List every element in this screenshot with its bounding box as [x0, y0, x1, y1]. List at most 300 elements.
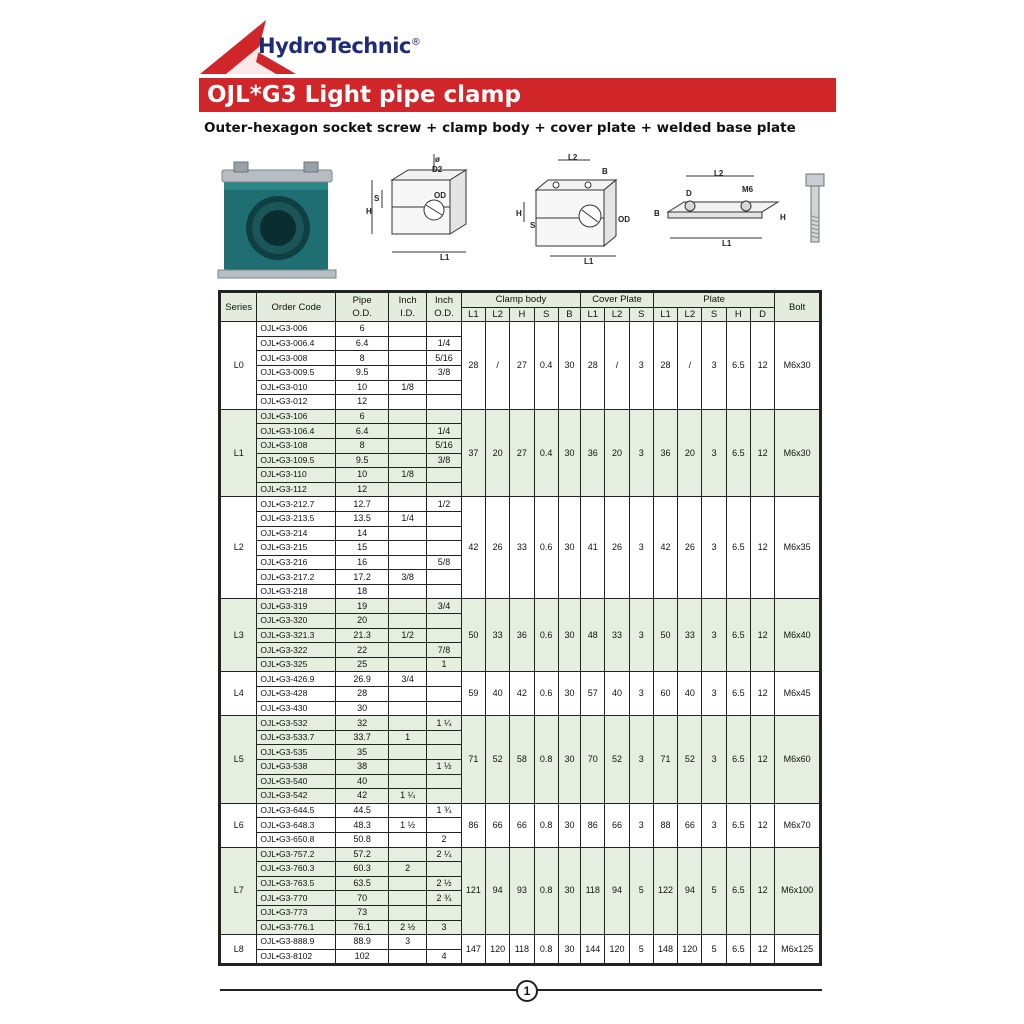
- inch-od-cell: [427, 526, 461, 541]
- cover-dim-cell: 57: [581, 672, 605, 716]
- col-cover-l1: L1: [581, 307, 605, 322]
- bolt-cell: M6x60: [775, 716, 820, 804]
- title-banner: [199, 78, 836, 112]
- plate-dim-cell: 40: [678, 672, 702, 716]
- clamp-dim-cell: 33: [486, 599, 510, 672]
- order-code-cell: OJL•G3-428: [257, 687, 336, 702]
- inch-id-cell: [388, 395, 426, 410]
- inch-id-cell: [388, 526, 426, 541]
- clamp-dim-cell: 50: [461, 599, 485, 672]
- inch-od-cell: 3: [427, 920, 461, 935]
- plate-dim-cell: 6.5: [726, 497, 750, 599]
- cover-dim-cell: 120: [605, 935, 629, 964]
- cover-dim-cell: 3: [629, 716, 653, 804]
- inch-id-cell: [388, 774, 426, 789]
- series-cell: L4: [221, 672, 257, 716]
- pipe-od-cell: 20: [336, 614, 389, 629]
- clamp-dim-cell: 58: [510, 716, 534, 804]
- order-code-cell: OJL•G3-321.3: [257, 628, 336, 643]
- plate-dim-cell: 6.5: [726, 716, 750, 804]
- table-row: [221, 803, 820, 818]
- cover-dim-cell: 26: [605, 497, 629, 599]
- inch-od-cell: 5/16: [427, 351, 461, 366]
- inch-od-cell: 3/4: [427, 599, 461, 614]
- order-code-cell: OJL•G3-112: [257, 482, 336, 497]
- col-series: Series: [221, 293, 257, 322]
- series-group-l7: [221, 847, 820, 935]
- pipe-od-cell: 73: [336, 905, 389, 920]
- plate-dim-cell: 52: [678, 716, 702, 804]
- inch-od-cell: 1/2: [427, 497, 461, 512]
- inch-id-cell: 1/4: [388, 511, 426, 526]
- svg-text:ø: ø: [435, 155, 440, 164]
- pipe-od-cell: 26.9: [336, 672, 389, 687]
- plate-dim-cell: 6.5: [726, 672, 750, 716]
- clamp-dim-cell: 118: [510, 935, 534, 964]
- col-inch-od: Inch O.D.: [427, 293, 461, 322]
- clamp-dim-cell: 33: [510, 497, 534, 599]
- inch-od-cell: [427, 409, 461, 424]
- brand-logo: [196, 16, 456, 76]
- inch-od-cell: [427, 380, 461, 395]
- order-code-cell: OJL•G3-106: [257, 409, 336, 424]
- clamp-dim-cell: 71: [461, 716, 485, 804]
- order-code-cell: OJL•G3-535: [257, 745, 336, 760]
- order-code-cell: OJL•G3-008: [257, 351, 336, 366]
- order-code-cell: OJL•G3-212.7: [257, 497, 336, 512]
- clamp-dim-cell: 66: [510, 803, 534, 847]
- col-clamp-b: B: [558, 307, 580, 322]
- clamp-dim-cell: 28: [461, 322, 485, 410]
- brand-name: HydroTechnic®: [258, 34, 421, 58]
- clamp-dim-cell: 30: [558, 497, 580, 599]
- pipe-od-cell: 18: [336, 584, 389, 599]
- plate-dim-cell: 3: [702, 599, 726, 672]
- pipe-od-cell: 42: [336, 789, 389, 804]
- cover-dim-cell: 86: [581, 803, 605, 847]
- pipe-od-cell: 63.5: [336, 876, 389, 891]
- inch-id-cell: 1 ½: [388, 818, 426, 833]
- pipe-od-cell: 12.7: [336, 497, 389, 512]
- inch-od-cell: [427, 570, 461, 585]
- plate-dim-cell: 12: [750, 409, 774, 497]
- plate-dim-cell: 42: [653, 497, 677, 599]
- clamp-dim-cell: 27: [510, 322, 534, 410]
- clamp-dim-cell: 0.8: [534, 803, 558, 847]
- svg-text:S: S: [374, 194, 380, 203]
- inch-id-cell: [388, 584, 426, 599]
- plate-dim-cell: 71: [653, 716, 677, 804]
- order-code-cell: OJL•G3-542: [257, 789, 336, 804]
- pipe-od-cell: 30: [336, 701, 389, 716]
- cover-dim-cell: /: [605, 322, 629, 410]
- series-group-l1: [221, 409, 820, 497]
- col-cover-l2: L2: [605, 307, 629, 322]
- series-group-l6: [221, 803, 820, 847]
- pipe-od-cell: 9.5: [336, 365, 389, 380]
- clamp-dim-cell: 30: [558, 409, 580, 497]
- order-code-cell: OJL•G3-888.9: [257, 935, 336, 950]
- col-plate: Plate: [653, 293, 774, 308]
- pipe-od-cell: 48.3: [336, 818, 389, 833]
- table-row: [221, 409, 820, 424]
- inch-id-cell: [388, 847, 426, 862]
- inch-od-cell: [427, 468, 461, 483]
- inch-id-cell: [388, 905, 426, 920]
- inch-od-cell: 2 ¾: [427, 891, 461, 906]
- inch-id-cell: [388, 716, 426, 731]
- series-cell: L8: [221, 935, 257, 964]
- clamp-dim-cell: 40: [486, 672, 510, 716]
- series-group-l5: [221, 716, 820, 804]
- svg-text:L1: L1: [722, 239, 732, 248]
- svg-text:B: B: [602, 167, 608, 176]
- inch-id-cell: [388, 482, 426, 497]
- inch-id-cell: 1/8: [388, 380, 426, 395]
- bolt-cell: M6x35: [775, 497, 820, 599]
- col-bolt: Bolt: [775, 293, 820, 322]
- base-plate-drawing: [650, 166, 790, 255]
- clamp-dim-cell: 94: [486, 847, 510, 935]
- cover-dim-cell: 52: [605, 716, 629, 804]
- svg-text:L2: L2: [568, 153, 578, 162]
- plate-dim-cell: 36: [653, 409, 677, 497]
- order-code-cell: OJL•G3-110: [257, 468, 336, 483]
- inch-id-cell: [388, 891, 426, 906]
- table-row: [221, 716, 820, 731]
- order-code-cell: OJL•G3-012: [257, 395, 336, 410]
- order-code-cell: OJL•G3-109.5: [257, 453, 336, 468]
- inch-od-cell: 1/4: [427, 336, 461, 351]
- inch-id-cell: [388, 351, 426, 366]
- pipe-od-cell: 44.5: [336, 803, 389, 818]
- cover-dim-cell: 5: [629, 847, 653, 935]
- clamp-dim-cell: 0.6: [534, 672, 558, 716]
- inch-od-cell: 1: [427, 657, 461, 672]
- plate-dim-cell: 12: [750, 672, 774, 716]
- series-group-l8: [221, 935, 820, 964]
- plate-dim-cell: 66: [678, 803, 702, 847]
- inch-od-cell: [427, 614, 461, 629]
- inch-id-cell: [388, 687, 426, 702]
- inch-id-cell: [388, 453, 426, 468]
- pipe-od-cell: 8: [336, 351, 389, 366]
- col-plate-l2: L2: [678, 307, 702, 322]
- inch-id-cell: [388, 832, 426, 847]
- pipe-od-cell: 15: [336, 541, 389, 556]
- clamp-dim-cell: 0.8: [534, 847, 558, 935]
- order-code-cell: OJL•G3-322: [257, 643, 336, 658]
- order-code-cell: OJL•G3-006.4: [257, 336, 336, 351]
- cover-dim-cell: 3: [629, 599, 653, 672]
- clamp-dim-cell: 0.8: [534, 716, 558, 804]
- order-code-cell: OJL•G3-106.4: [257, 424, 336, 439]
- clamp-dim-cell: 36: [510, 599, 534, 672]
- col-clamp-s: S: [534, 307, 558, 322]
- inch-id-cell: [388, 876, 426, 891]
- inch-id-cell: 2: [388, 862, 426, 877]
- pipe-od-cell: 57.2: [336, 847, 389, 862]
- inch-id-cell: 3/4: [388, 672, 426, 687]
- plate-dim-cell: 5: [702, 847, 726, 935]
- inch-id-cell: 2 ½: [388, 920, 426, 935]
- series-group-l3: [221, 599, 820, 672]
- clamp-dim-cell: 30: [558, 803, 580, 847]
- inch-od-cell: [427, 935, 461, 950]
- plate-dim-cell: 26: [678, 497, 702, 599]
- inch-id-cell: 1 ¼: [388, 789, 426, 804]
- order-code-cell: OJL•G3-770: [257, 891, 336, 906]
- plate-dim-cell: 12: [750, 497, 774, 599]
- bolt-cell: M6x100: [775, 847, 820, 935]
- order-code-cell: OJL•G3-215: [257, 541, 336, 556]
- clamp-dim-cell: 30: [558, 599, 580, 672]
- pipe-od-cell: 25: [336, 657, 389, 672]
- inch-od-cell: [427, 511, 461, 526]
- pipe-od-cell: 14: [336, 526, 389, 541]
- clamp-dimension-drawing: [362, 152, 484, 269]
- pipe-od-cell: 35: [336, 745, 389, 760]
- series-cell: L1: [221, 409, 257, 497]
- plate-dim-cell: 6.5: [726, 847, 750, 935]
- order-code-cell: OJL•G3-773: [257, 905, 336, 920]
- order-code-cell: OJL•G3-760.3: [257, 862, 336, 877]
- series-group-l2: [221, 497, 820, 599]
- product-photo: [216, 158, 338, 280]
- plate-dim-cell: 12: [750, 599, 774, 672]
- inch-od-cell: [427, 730, 461, 745]
- order-code-cell: OJL•G3-006: [257, 322, 336, 337]
- order-code-cell: OJL•G3-648.3: [257, 818, 336, 833]
- order-code-cell: OJL•G3-213.5: [257, 511, 336, 526]
- plate-dim-cell: 12: [750, 322, 774, 410]
- plate-dim-cell: /: [678, 322, 702, 410]
- inch-od-cell: [427, 672, 461, 687]
- plate-dim-cell: 122: [653, 847, 677, 935]
- cover-dim-cell: 5: [629, 935, 653, 964]
- svg-text:L2: L2: [714, 169, 724, 178]
- pipe-od-cell: 9.5: [336, 453, 389, 468]
- bolt-cell: M6x125: [775, 935, 820, 964]
- bolt-cell: M6x30: [775, 322, 820, 410]
- bolt-cell: M6x45: [775, 672, 820, 716]
- plate-dim-cell: 88: [653, 803, 677, 847]
- series-cell: L0: [221, 322, 257, 410]
- col-clamp-body: Clamp body: [461, 293, 580, 308]
- col-clamp-h: H: [510, 307, 534, 322]
- inch-od-cell: 1/4: [427, 424, 461, 439]
- inch-id-cell: [388, 322, 426, 337]
- inch-od-cell: [427, 395, 461, 410]
- order-code-cell: OJL•G3-325: [257, 657, 336, 672]
- inch-od-cell: 7/8: [427, 643, 461, 658]
- order-code-cell: OJL•G3-532: [257, 716, 336, 731]
- plate-dim-cell: 3: [702, 497, 726, 599]
- col-plate-h: H: [726, 307, 750, 322]
- inch-od-cell: [427, 905, 461, 920]
- clamp-dim-cell: 42: [461, 497, 485, 599]
- inch-od-cell: 3/8: [427, 365, 461, 380]
- pipe-od-cell: 102: [336, 949, 389, 964]
- plate-dim-cell: 12: [750, 716, 774, 804]
- svg-text:B: B: [654, 209, 660, 218]
- clamp-dim-cell: 0.8: [534, 935, 558, 964]
- inch-id-cell: [388, 949, 426, 964]
- inch-id-cell: 1/2: [388, 628, 426, 643]
- inch-id-cell: [388, 438, 426, 453]
- inch-od-cell: [427, 482, 461, 497]
- order-code-cell: OJL•G3-644.5: [257, 803, 336, 818]
- svg-text:L1: L1: [440, 253, 450, 262]
- cover-dim-cell: 3: [629, 497, 653, 599]
- plate-dim-cell: 6.5: [726, 803, 750, 847]
- svg-text:H: H: [516, 209, 522, 218]
- inch-od-cell: [427, 541, 461, 556]
- clamp-dim-cell: 86: [461, 803, 485, 847]
- clamp-dim-cell: /: [486, 322, 510, 410]
- table-row: [221, 935, 820, 950]
- cover-dim-cell: 70: [581, 716, 605, 804]
- clamp-dim-cell: 0.6: [534, 497, 558, 599]
- order-code-cell: OJL•G3-757.2: [257, 847, 336, 862]
- clamp-dim-cell: 59: [461, 672, 485, 716]
- svg-text:M6: M6: [742, 185, 754, 194]
- inch-id-cell: [388, 643, 426, 658]
- series-cell: L5: [221, 716, 257, 804]
- clamp-dim-cell: 27: [510, 409, 534, 497]
- pipe-od-cell: 28: [336, 687, 389, 702]
- pipe-od-cell: 12: [336, 395, 389, 410]
- plate-dim-cell: 3: [702, 803, 726, 847]
- pipe-od-cell: 50.8: [336, 832, 389, 847]
- order-code-cell: OJL•G3-8102: [257, 949, 336, 964]
- page-number: 1: [516, 980, 538, 1002]
- clamp-dim-cell: 30: [558, 672, 580, 716]
- col-plate-d: D: [750, 307, 774, 322]
- pipe-od-cell: 17.2: [336, 570, 389, 585]
- order-code-cell: OJL•G3-217.2: [257, 570, 336, 585]
- inch-od-cell: 2 ½: [427, 876, 461, 891]
- series-group-l0: [221, 322, 820, 410]
- table-row: [221, 847, 820, 862]
- pipe-od-cell: 6.4: [336, 424, 389, 439]
- inch-id-cell: [388, 336, 426, 351]
- pipe-od-cell: 6: [336, 409, 389, 424]
- cover-dim-cell: 33: [605, 599, 629, 672]
- plate-dim-cell: 12: [750, 935, 774, 964]
- inch-od-cell: [427, 322, 461, 337]
- inch-od-cell: 5/8: [427, 555, 461, 570]
- svg-text:L1: L1: [584, 257, 594, 266]
- plate-dim-cell: 94: [678, 847, 702, 935]
- inch-od-cell: 1 ¾: [427, 803, 461, 818]
- cover-dim-cell: 66: [605, 803, 629, 847]
- col-clamp-l2: L2: [486, 307, 510, 322]
- inch-od-cell: [427, 687, 461, 702]
- clamp-dim-cell: 66: [486, 803, 510, 847]
- col-cover-plate: Cover Plate: [581, 293, 654, 308]
- bolt-cell: M6x70: [775, 803, 820, 847]
- pipe-od-cell: 40: [336, 774, 389, 789]
- page-title: OJL*G3 Light pipe clamp: [207, 82, 521, 108]
- plate-dim-cell: 6.5: [726, 409, 750, 497]
- table-row: [221, 599, 820, 614]
- clamp-dim-cell: 93: [510, 847, 534, 935]
- pipe-od-cell: 76.1: [336, 920, 389, 935]
- pipe-od-cell: 6: [336, 322, 389, 337]
- plate-dim-cell: 3: [702, 322, 726, 410]
- cover-dim-cell: 28: [581, 322, 605, 410]
- clamp-dim-cell: 147: [461, 935, 485, 964]
- bolt-cell: M6x30: [775, 409, 820, 497]
- clamp-dim-cell: 20: [486, 409, 510, 497]
- bolt-icon: [800, 172, 830, 249]
- table-row: [221, 497, 820, 512]
- inch-id-cell: [388, 803, 426, 818]
- order-code-cell: OJL•G3-776.1: [257, 920, 336, 935]
- inch-od-cell: 1 ¼: [427, 716, 461, 731]
- inch-id-cell: [388, 365, 426, 380]
- pipe-od-cell: 13.5: [336, 511, 389, 526]
- col-pipe-od: Pipe O.D.: [336, 293, 389, 322]
- clamp-dim-cell: 0.6: [534, 599, 558, 672]
- svg-text:H: H: [366, 207, 372, 216]
- clamp-dim-cell: 42: [510, 672, 534, 716]
- col-clamp-l1: L1: [461, 307, 485, 322]
- order-code-cell: OJL•G3-320: [257, 614, 336, 629]
- pipe-od-cell: 10: [336, 468, 389, 483]
- inch-id-cell: [388, 701, 426, 716]
- order-code-cell: OJL•G3-540: [257, 774, 336, 789]
- inch-id-cell: [388, 657, 426, 672]
- table-header-row: [221, 293, 820, 308]
- cover-dim-cell: 40: [605, 672, 629, 716]
- pipe-od-cell: 8: [336, 438, 389, 453]
- pipe-od-cell: 88.9: [336, 935, 389, 950]
- order-code-cell: OJL•G3-214: [257, 526, 336, 541]
- inch-od-cell: [427, 774, 461, 789]
- page-subtitle: Outer-hexagon socket screw + clamp body + cover plate + welded base plate: [204, 120, 796, 136]
- inch-id-cell: [388, 409, 426, 424]
- pipe-od-cell: 12: [336, 482, 389, 497]
- order-code-cell: OJL•G3-430: [257, 701, 336, 716]
- plate-dim-cell: 50: [653, 599, 677, 672]
- order-code-cell: OJL•G3-650.8: [257, 832, 336, 847]
- inch-id-cell: [388, 424, 426, 439]
- pipe-od-cell: 6.4: [336, 336, 389, 351]
- clamp-dim-cell: 26: [486, 497, 510, 599]
- plate-dim-cell: 3: [702, 409, 726, 497]
- plate-dim-cell: 33: [678, 599, 702, 672]
- inch-od-cell: [427, 701, 461, 716]
- inch-id-cell: 3/8: [388, 570, 426, 585]
- cover-dim-cell: 20: [605, 409, 629, 497]
- cover-dim-cell: 3: [629, 322, 653, 410]
- inch-od-cell: [427, 584, 461, 599]
- svg-text:OD: OD: [434, 191, 446, 200]
- clamp-dim-cell: 0.4: [534, 409, 558, 497]
- inch-od-cell: [427, 818, 461, 833]
- order-code-cell: OJL•G3-763.5: [257, 876, 336, 891]
- series-cell: L6: [221, 803, 257, 847]
- plate-dim-cell: 6.5: [726, 322, 750, 410]
- plate-dim-cell: 12: [750, 803, 774, 847]
- clamp-dim-cell: 121: [461, 847, 485, 935]
- clamp-dim-cell: 30: [558, 935, 580, 964]
- svg-text:D2: D2: [432, 165, 443, 174]
- bolt-cell: M6x40: [775, 599, 820, 672]
- plate-dim-cell: 3: [702, 672, 726, 716]
